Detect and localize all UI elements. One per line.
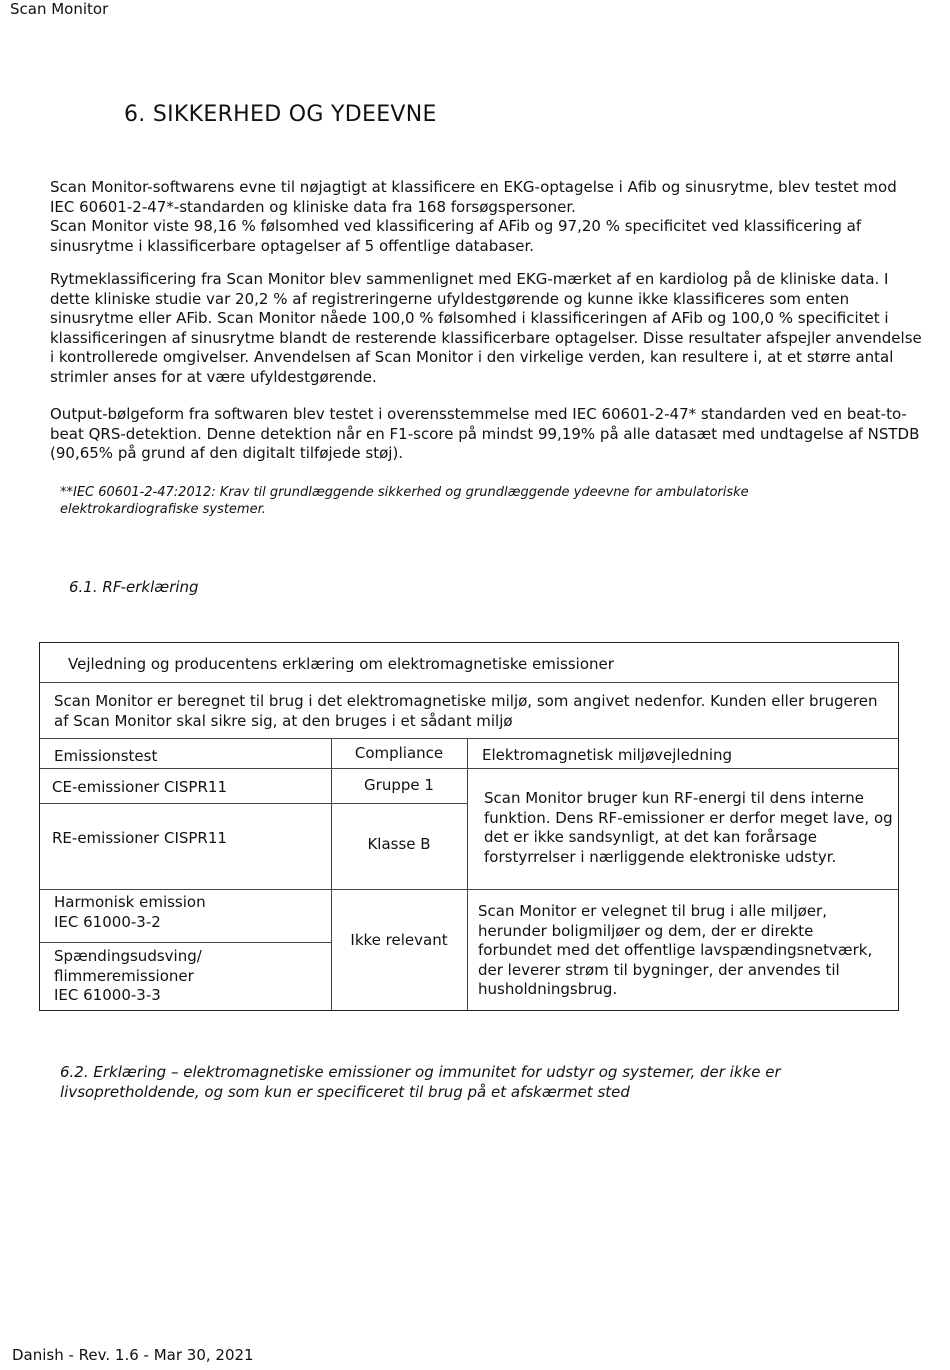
header-guidance: Elektromagnetisk miljøvejledning [482,746,733,764]
paragraph-1 [50,178,922,256]
table-rule [40,889,898,890]
table-rule [40,803,467,804]
harmonic-compliance: Ikke relevant [350,931,448,949]
section-title: 6. SIKKERHED OG YDEEVNE [124,102,437,127]
harmonic-label: Harmonisk emission [54,893,206,911]
flicker-label-2: flimmeremissioner [54,966,194,985]
paragraph-3 [50,405,922,464]
subsection-title-rf: 6.1. RF-erklæring [69,578,199,596]
row-flicker-emission [54,947,202,1006]
table-intro: Scan Monitor er beregnet til brug i det elektromagnetiske miljø, som angivet nedenfor. Kunden eller brugeren af Scan Monitor skal sikre sig, at den bruges i et sådant miljø [54,692,878,730]
paragraph-3-text: Output-bølgeform fra softwaren blev testet i overensstemmelse med IEC 60601-2-47* standarden ved en beat-to-beat QRS-detektion. Denne detektion når en F1-score på mindst 99,19% på alle datasæt med undtagelse af NSTDB (90,65% på grund af den digitalt tilføjede støj). [50,405,920,463]
harmonic-standard: IEC 61000-3-2 [54,912,161,931]
harmonic-guidance: Scan Monitor er velegnet til brug i alle miljøer, herunder boligmiljøer og dem, der er direkte forbundet med det offentlige lavspændingsnetværk, der leverer strøm til bygninger, der anvendes til husholdningsbrug. [478,902,873,999]
table-rule [40,942,331,943]
footnote: **IEC 60601-2-47:2012: Krav til grundlæggende sikkerhed og grundlæggende ydeevne for ambulatoriske elektrokardiografiske systemer. [60,485,749,517]
paragraph-1-sentence-1: Scan Monitor-softwarens evne til nøjagtigt at klassificere en EKG-optagelse i Afib og sinusrytme, blev testet mod IEC 60601-2-47*-standarden og kliniske data fra 168 forsøgspersoner. [50,178,897,216]
table-title: Vejledning og producentens erklæring om elektromagnetiske emissioner [68,655,614,673]
paragraph-2-text: Rytmeklassificering fra Scan Monitor blev sammenlignet med EKG-mærket af en kardiolog på de kliniske data. I dette kliniske studie var 20,2 % af registreringerne ufyldestgørende og kunne ikke klassificeres som enten sinusrytme eller AFib. Scan Monitor nåede 100,0 % følsomhed i klassificeringen af AFib og 100,0 % specificitet i klassificeringen af sinusrytme blandt de resterende klassificerbare optagelser. Disse resultater afspejler anvendelse i kontrollerede omgivelser. Anvendelsen af Scan Monitor i den virkelige verden, kan resultere i, at et større antal strimler anses for at være ufyldestgørende. [50,270,922,386]
subsection-title-immunity: 6.2. Erklæring – elektromagnetiske emissioner og immunitet for udstyr og systemer, der ikke er livsopretholdende, og som kun er specificeret til brug på et afskærmet sted [60,1063,781,1101]
table-rule [40,768,898,769]
emissions-table [39,642,899,1011]
header-emissions-test: Emissionstest [54,747,158,765]
row-harmonic-emission [54,893,206,932]
page-footer: Danish - Rev. 1.6 - Mar 30, 2021 [12,1346,254,1364]
row-ce-emissions: CE-emissioner CISPR11 [52,778,227,796]
table-rule [40,682,898,683]
ce-compliance: Gruppe 1 [364,776,434,794]
paragraph-1-sentence-2: Scan Monitor viste 98,16 % følsomhed ved klassificering af AFib og 97,20 % specificitet ved klassificering af sinusrytme i klassificerbare optagelser af 5 offentlige databaser. [50,217,862,255]
row-re-emissions: RE-emissioner CISPR11 [52,829,227,847]
paragraph-2 [50,270,922,388]
table-rule [40,738,898,739]
rf-guidance: Scan Monitor bruger kun RF-energi til dens interne funktion. Dens RF-emissioner er derfor meget lave, og det er ikke sandsynligt, at det kan forårsage forstyrrelser i nærliggende elektroniske udstyr. [484,789,893,866]
flicker-standard: IEC 61000-3-3 [54,986,161,1005]
re-compliance: Klasse B [367,835,431,853]
header-compliance: Compliance [354,744,444,762]
table-rule [467,738,468,1010]
running-header: Scan Monitor [10,0,109,18]
flicker-label-1: Spændingsudsving/ [54,947,202,965]
